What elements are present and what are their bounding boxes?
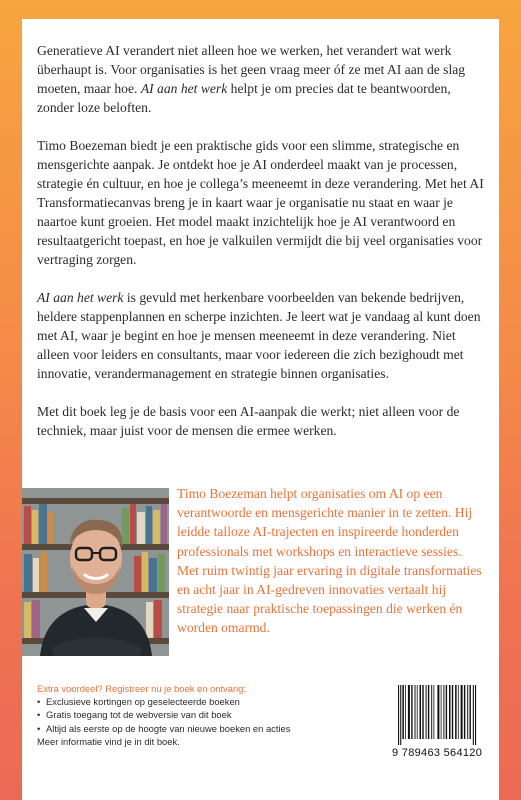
book-title-italic: AI aan het werk [37,290,124,305]
offer-item: • Gratis toegang tot de webversie van dit boek [37,708,357,721]
barcode-bar [417,685,418,739]
barcode-bar [431,685,432,739]
barcode-bar [422,685,423,739]
offer-item: • Exclusieve kortingen op geselecteerde boeken [37,695,357,708]
barcode-bar [415,685,416,739]
barcode-bar [398,685,399,745]
isbn-barcode [392,683,488,763]
isbn-digits: 9 789463 564120 [392,747,483,759]
barcode-bar [443,685,444,739]
author-photo [22,488,169,656]
barcode-bar [405,685,406,739]
barcode-bar [420,685,422,739]
barcode-bar [455,685,457,739]
book-title-italic: AI aan het werk [140,81,228,96]
barcode-bar [426,685,427,739]
barcode-bar [434,685,435,739]
barcode-bar [449,685,451,739]
offer-item: • Altijd als eerste op de hoogte van nieuwe boeken en acties [37,722,357,735]
barcode-bar [470,685,471,739]
barcode-bar [446,685,447,739]
barcode-bar [411,685,412,739]
barcode-bar [475,685,476,745]
barcode-bar [452,685,453,739]
offer-title: Extra voordeel? Registreer nu je boek en ontvang: [37,683,246,694]
blurb-paragraph-2: Timo Boezeman biedt je een praktische gids voor een slimme, strategische en mensgerichte aanpak. Je ontdekt hoe je AI onderdeel maakt van je processen, strategie én cultuur, en hoe je collega’s meeneemt in deze verandering. Met het AI Transformatiecanvas breng je in kaart waar je organisatie nu staat en waar je naartoe kunt groeien. Het model maakt inzichtelijk hoe je AI verantwoord en resultaatgericht toepast, en hoe je valkuilen vermijdt die bij veel organisaties voor vertraging zorgen. [37,138,484,267]
registration-offer [37,682,357,748]
blurb-paragraph-3: AI aan het werk is gevuld met herkenbare voorbeelden van bekende bedrijven, heldere stappenplannen en scherpe inzichten. Je leert wat je vandaag al kunt doen met AI, waar je begint en hoe je mensen meeneemt in deze verandering. Niet alleen voor leiders en consultants, maar voor iedereen die zich bezighoudt met innovatie, verandermanagement en strategie binnen organisaties. [37,290,481,381]
offer-list [37,695,357,735]
barcode-bar [464,685,465,739]
blurb [37,41,487,459]
barcode-bar [400,685,401,745]
barcode-bar [408,685,410,739]
barcode-bar [458,685,459,739]
barcode-bar [428,685,429,739]
barcode-bars [392,683,488,745]
blurb-paragraph-4: Met dit boek leg je de basis voor een AI-aanpak die werkt; niet alleen voor de techniek, maar juist voor de mensen die ermee werken. [37,404,460,438]
barcode-bar [473,685,474,745]
barcode-bar [402,685,404,739]
barcode-bar [461,685,463,739]
blurb-paragraph-1: Generatieve AI verandert niet alleen hoe we werken, het verandert wat werk überhaupt is. Voor organisaties is het geen vraag meer óf ze met AI aan de slag moeten, maar hoe. AI aan het werk helpt je om precies dat te beantwoorden, zonder loze beloften. [37,43,466,115]
barcode-bar [441,685,442,739]
author-bio: Timo Boezeman helpt organisaties om AI op een verantwoorde en mensgerichte manier in te zetten. Hij leidde talloze AI-trajecten en inspireerde honderden professionals met workshops en interactieve sessies. Met ruim twintig jaar ervaring in digitale transformaties en acht jaar in AI-gedreven innovaties vertaalt hij strategie naar praktische toepassingen die werken én worden omarmd. [177,486,482,636]
barcode-bar [467,685,468,739]
barcode-bar [437,685,439,739]
offer-footer: Meer informatie vind je in dit boek. [37,735,180,747]
